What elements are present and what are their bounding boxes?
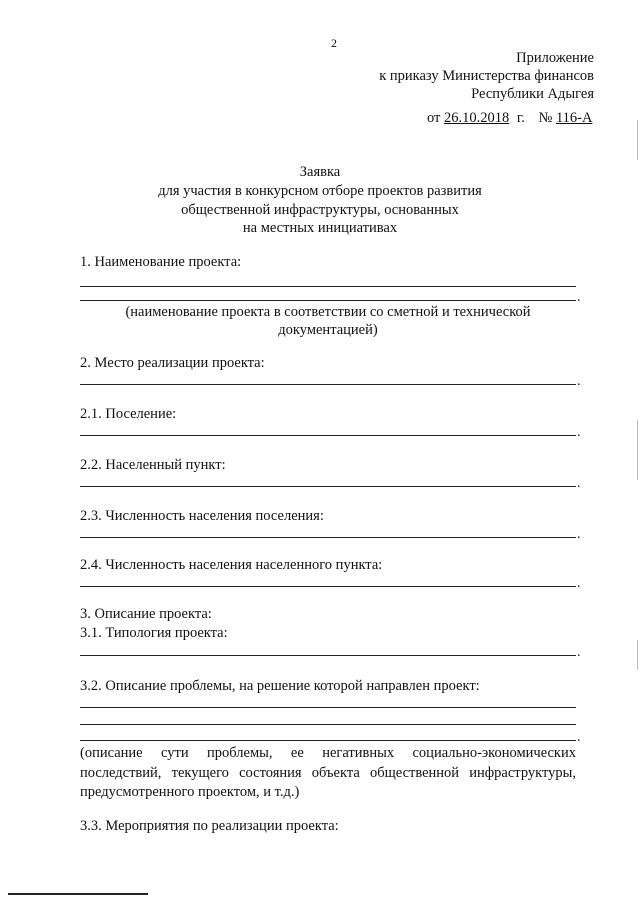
section-2-2-line[interactable] [80, 486, 576, 487]
section-2-1-line[interactable] [80, 435, 576, 436]
section-3-2-line-end: . [577, 730, 581, 745]
section-3-label: 3. Описание проекта: [80, 606, 212, 622]
section-3-2-label: 3.2. Описание проблемы, на решение которой направлен проект: [80, 678, 480, 694]
section-2-line[interactable] [80, 384, 576, 385]
section-2-4-line[interactable] [80, 586, 576, 587]
section-3-1-label: 3.1. Типология проекта: [80, 625, 228, 641]
section-3-1-line[interactable] [80, 655, 576, 656]
form-title: Заявка [299, 164, 341, 180]
scan-edge-mark [637, 640, 638, 670]
section-3-3-label: 3.3. Мероприятия по реализации проекта: [80, 818, 339, 834]
section-1-line-2[interactable] [80, 300, 576, 301]
section-2-2-line-end: . [577, 476, 581, 491]
section-1-label: 1. Наименование проекта: [80, 254, 242, 270]
form-subtitle-line3: на местных инициативах [242, 220, 398, 236]
scan-edge-mark [637, 420, 638, 480]
section-1-note-line1: (наименование проекта в соответствии со сметной и технической [125, 304, 531, 320]
page-number: 2 [331, 36, 337, 50]
section-3-2-line-2[interactable] [80, 724, 576, 725]
section-2-4-line-end: . [577, 576, 581, 591]
section-3-2-line-3[interactable] [80, 740, 576, 741]
section-1-line-end: . [577, 290, 581, 305]
order-number: 116-А [555, 110, 593, 126]
section-2-3-line[interactable] [80, 537, 576, 538]
order-prefix: от [427, 110, 441, 126]
order-year-suffix: г. [516, 110, 525, 126]
section-2-2-label: 2.2. Населенный пункт: [80, 457, 226, 473]
footnote-separator [8, 893, 148, 895]
form-subtitle-line1: для участия в конкурсном отборе проектов развития [158, 183, 482, 199]
order-date: 26.10.2018 [444, 110, 510, 126]
order-number-sign: № [538, 110, 553, 126]
form-subtitle-line2: общественной инфраструктуры, основанных [181, 202, 459, 218]
scan-edge-mark [637, 120, 638, 160]
section-1-note-line2: документацией) [278, 322, 378, 338]
appendix-authority: Республики Адыгея [471, 86, 594, 102]
order-line [427, 110, 592, 127]
appendix-title: Приложение [516, 50, 594, 66]
section-2-line-end: . [577, 374, 581, 389]
appendix-order-ref: к приказу Министерства финансов [379, 68, 594, 84]
section-2-3-label: 2.3. Численность населения поселения: [80, 508, 324, 524]
section-2-1-line-end: . [577, 425, 581, 440]
section-1-line-1[interactable] [80, 286, 576, 287]
section-3-2-line-1[interactable] [80, 707, 576, 708]
section-2-label: 2. Место реализации проекта: [80, 355, 265, 371]
section-3-1-line-end: . [577, 645, 581, 660]
section-2-4-label: 2.4. Численность населения населенного пункта: [80, 557, 383, 573]
section-2-3-line-end: . [577, 527, 581, 542]
section-3-2-note: (описание сути проблемы, ее негативных социально-экономических последствий, текущего состояния объекта общественной инфраструктуры, предусмотренного проектом, и т.д.) [80, 745, 576, 800]
section-2-1-label: 2.1. Поселение: [80, 406, 177, 422]
